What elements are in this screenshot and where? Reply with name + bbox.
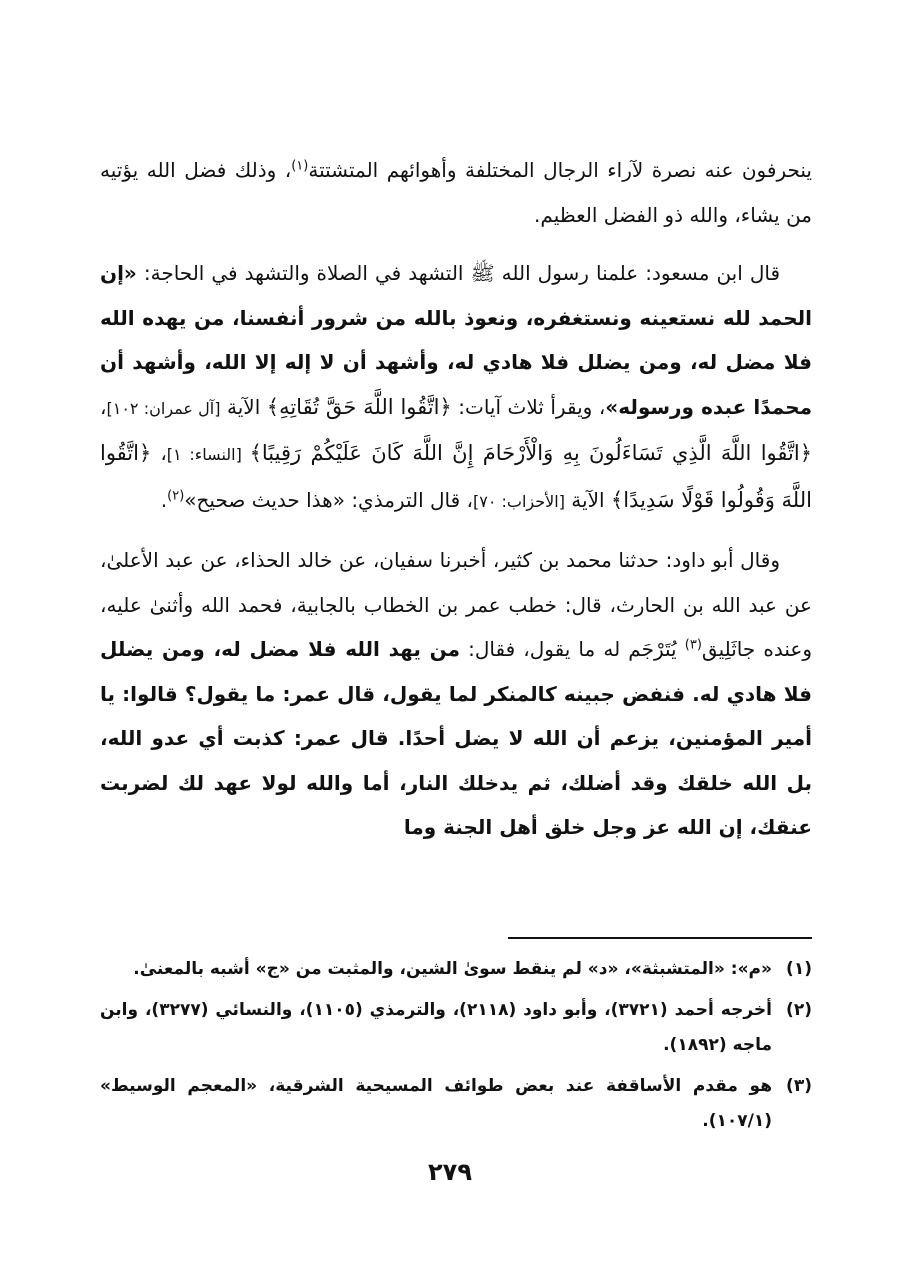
footnote-number: (٣)	[786, 1076, 812, 1096]
text-run: ، قال الترمذي: «هذا حديث صحيح»	[184, 487, 473, 512]
text-run: قال ابن مسعود: علمنا رسول الله ﷺ التشهد في الصلاة والتشهد في الحاجة:	[136, 261, 780, 285]
narration-text: من يهد الله فلا مضل له، ومن يضلل فلا هادي له. فنفض جبينه كالمنكر لما يقول، قال عمر: ما يقول؟ قالوا: يا أمير المؤمنين، يزعم أن الله لا يضل أحدًا. قال عمر: كذبت أي عدو الله، بل الله خلقك وقد أضلك، ثم يدخلك النار، أما والله لولا عهد لك لضربت عنقك، إن الله عز وجل خلق أهل الجنة وما	[100, 637, 812, 839]
footnote-number: (٢)	[786, 1000, 812, 1020]
footnote-2	[100, 993, 812, 1063]
text-run: الآية	[220, 394, 267, 419]
footnote-text: «م»: «المتشبثة»، «د» لم ينقط سوىٰ الشين، والمثبت من «ج» أشبه بالمعنىٰ.	[133, 959, 772, 979]
footnote-number: (١)	[786, 959, 812, 979]
footnote-ref-1: (١)	[291, 158, 309, 174]
footnote-text: أخرجه أحمد (٣٧٢١)، وأبو داود (٢١١٨)، والترمذي (١١٠٥)، والنسائي (٣٢٧٧)، وابن ماجه (١٨٩٢).	[100, 1000, 772, 1055]
footnote-3	[100, 1069, 812, 1139]
text-run: ينحرفون عنه نصرة لآراء الرجال المختلفة وأهوائهم المتشتتة	[308, 158, 812, 182]
quran-verse-3: ﴿اتَّقُوا اللَّهَ وَقُولُوا قَوْلًا سَدِيدًا﴾	[100, 441, 812, 512]
footnote-divider	[508, 937, 812, 939]
verse-reference-1: [آل عمران: ١٠٢]	[106, 398, 221, 418]
text-run: ، وذلك فضل الله يؤتيه من يشاء، والله ذو الفضل العظيم.	[100, 158, 812, 227]
footnotes	[100, 952, 812, 1145]
hadith-quote: «إن الحمد لله نستعينه ونستغفره، ونعوذ بالله من شرور أنفسنا، من يهده الله فلا مضل له، ومن يضلل فلا هادي له، وأشهد أن لا إله إلا الله، وأشهد أن محمدًا عبده ورسوله»	[100, 261, 813, 419]
page-number: ٢٧٩	[428, 1158, 472, 1186]
text-run: .	[160, 487, 168, 512]
footnote-ref-2: (٢)	[167, 487, 185, 503]
text-run: ، ويقرأ ثلاث آيات:	[451, 394, 606, 419]
verse-reference-3: [الأحزاب: ٧٠]	[473, 491, 565, 511]
text-run: ،	[151, 441, 167, 465]
paragraph-3	[100, 538, 812, 850]
paragraph-1	[100, 148, 812, 237]
quran-verse-1: ﴿اتَّقُوا اللَّهَ حَقَّ تُقَاتِهِ﴾	[266, 394, 452, 419]
footnote-ref-3: (٣)	[684, 637, 702, 653]
text-run: يُتَرْجَم له ما يقول، فقال:	[459, 637, 685, 661]
quran-verse-2: ﴿اتَّقُوا اللَّهَ الَّذِي تَسَاءَلُونَ بِهِ وَالْأَرْحَامَ إِنَّ اللَّهَ كَانَ عَلَيْكُمْ رَقِيبًا﴾	[249, 441, 813, 465]
text-run: الآية	[564, 487, 611, 512]
footnote-1	[100, 952, 812, 987]
verse-reference-2: [النساء: ١]	[166, 445, 250, 464]
text-run: ،	[100, 394, 107, 419]
main-text	[100, 148, 812, 850]
paragraph-2	[100, 251, 812, 524]
text-run: وقال أبو داود: حدثنا محمد بن كثير، أخبرنا سفيان، عن خالد الحذاء، عن عبد الأعلىٰ، عن عبد الله بن الحارث، قال: خطب عمر بن الخطاب بالجابية، فحمد الله وأثنىٰ عليه، وعنده جاثَلِيق	[100, 548, 813, 661]
footnote-text: هو مقدم الأساقفة عند بعض طوائف المسيحية الشرقية، «المعجم الوسيط» (١٠٧/١).	[100, 1076, 772, 1131]
